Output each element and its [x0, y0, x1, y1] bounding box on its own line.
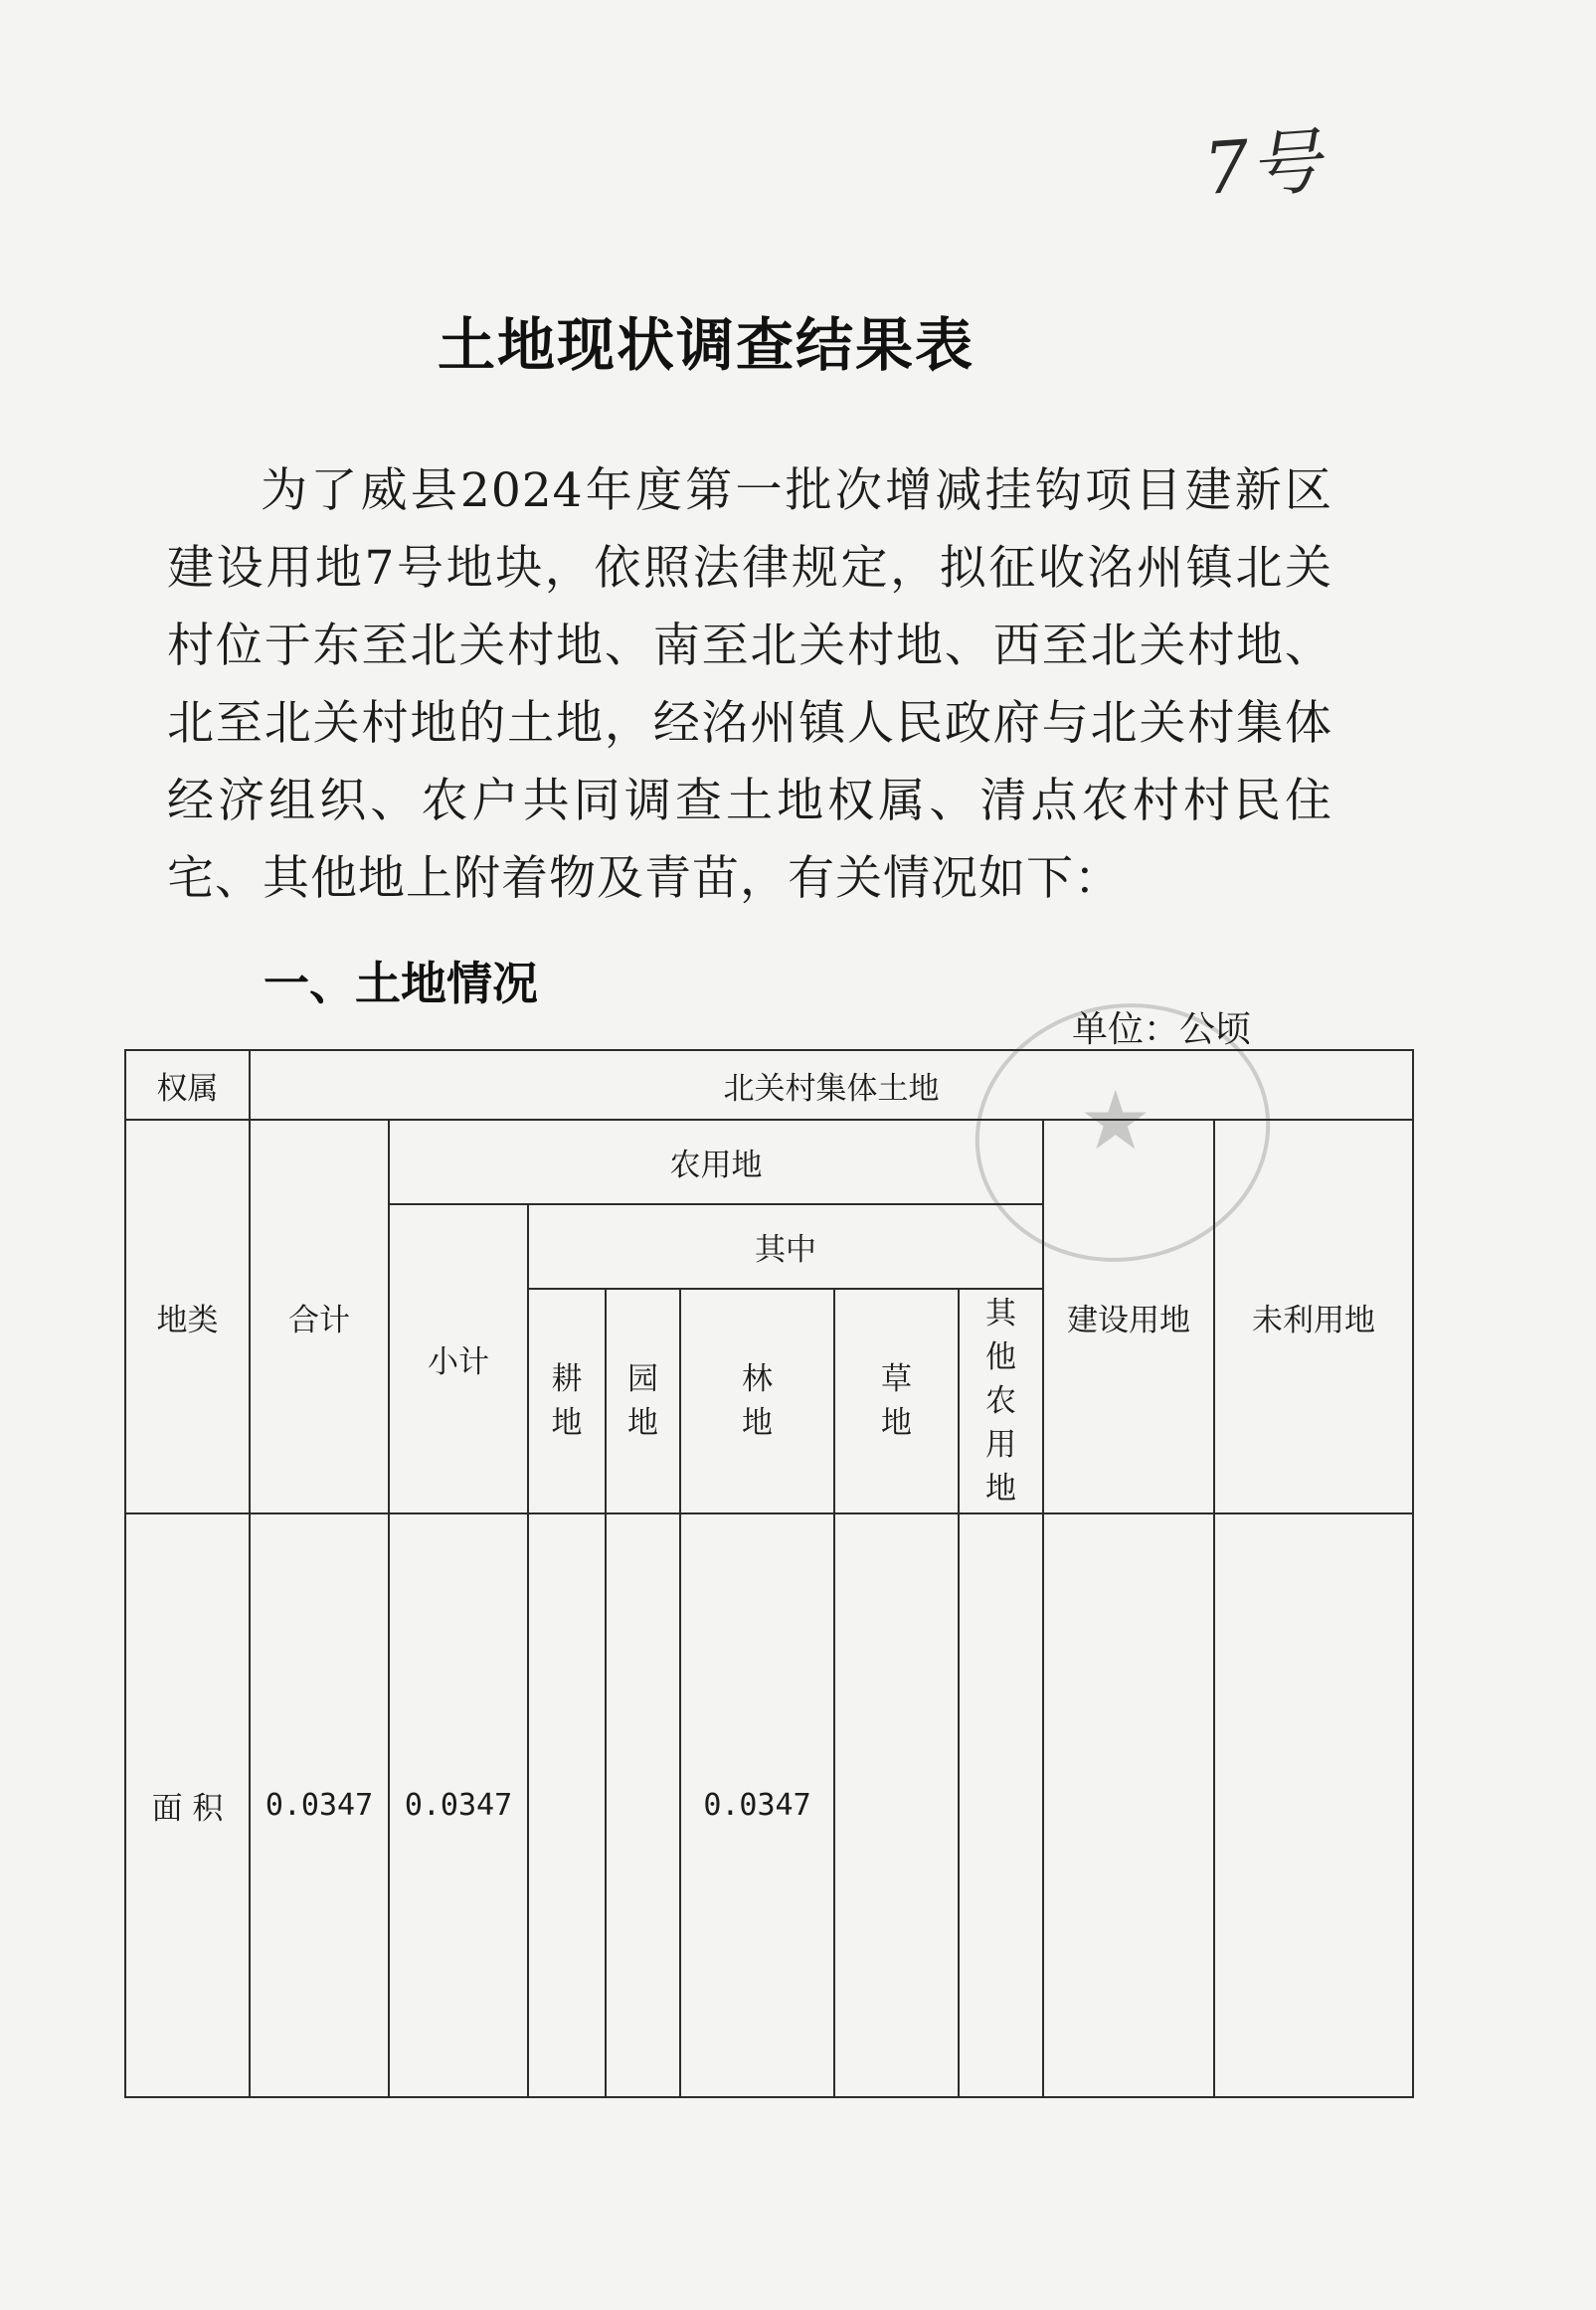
garden-land-label: 园地: [606, 1289, 680, 1513]
area-total: 0.0347: [250, 1513, 389, 2097]
total-label: 合计: [250, 1120, 389, 1513]
unused-land-label: 未利用地: [1214, 1120, 1413, 1513]
subtotal-label: 小计: [389, 1204, 528, 1513]
area-forest: 0.0347: [680, 1513, 834, 2097]
other-agricultural-land-label: 其他农用地: [959, 1289, 1043, 1513]
intro-paragraph: 为了威县2024年度第一批次增减挂钩项目建新区建设用地7号地块，依照法律规定，拟征收洺州镇北关村位于东至北关村地、南至北关村地、西至北关村地、北至北关村地的土地，经洺州镇人民政府与北关村集体经济组织、农户共同调查土地权属、清点农村村民住宅、其他地上附着物及青苗，有关情况如下：: [167, 463, 1332, 906]
land-status-table: [124, 1049, 1414, 2098]
unit-label: 单位：公顷: [1072, 1009, 1252, 1050]
cultivated-land-label: 耕地: [528, 1289, 606, 1513]
construction-land-label: 建设用地: [1043, 1120, 1214, 1513]
ownership-row: [125, 1050, 1413, 1120]
forest-land-label: 林地: [680, 1289, 834, 1513]
header-row-1: [125, 1120, 1413, 1204]
agricultural-land-label: 农用地: [389, 1120, 1043, 1204]
area-row: [125, 1513, 1413, 2097]
section-heading: 一、土地情况: [264, 957, 538, 1010]
seal-star-icon: ★: [1079, 1074, 1153, 1168]
area-cultivated: [528, 1513, 606, 2097]
among-label: 其中: [528, 1204, 1043, 1289]
grass-land-label: 草地: [834, 1289, 959, 1513]
category-label: 地类: [125, 1120, 250, 1513]
ownership-label: 权属: [125, 1050, 250, 1120]
area-construction: [1043, 1513, 1214, 2097]
document-title: 土地现状调查结果表: [438, 311, 975, 379]
area-other-agricultural: [959, 1513, 1043, 2097]
handwritten-page-number: 7号: [1200, 118, 1325, 211]
area-garden: [606, 1513, 680, 2097]
ownership-value: 北关村集体土地: [250, 1050, 1413, 1120]
area-label: 面 积: [125, 1513, 250, 2097]
area-subtotal: 0.0347: [389, 1513, 528, 2097]
area-grass: [834, 1513, 959, 2097]
area-unused: [1214, 1513, 1413, 2097]
